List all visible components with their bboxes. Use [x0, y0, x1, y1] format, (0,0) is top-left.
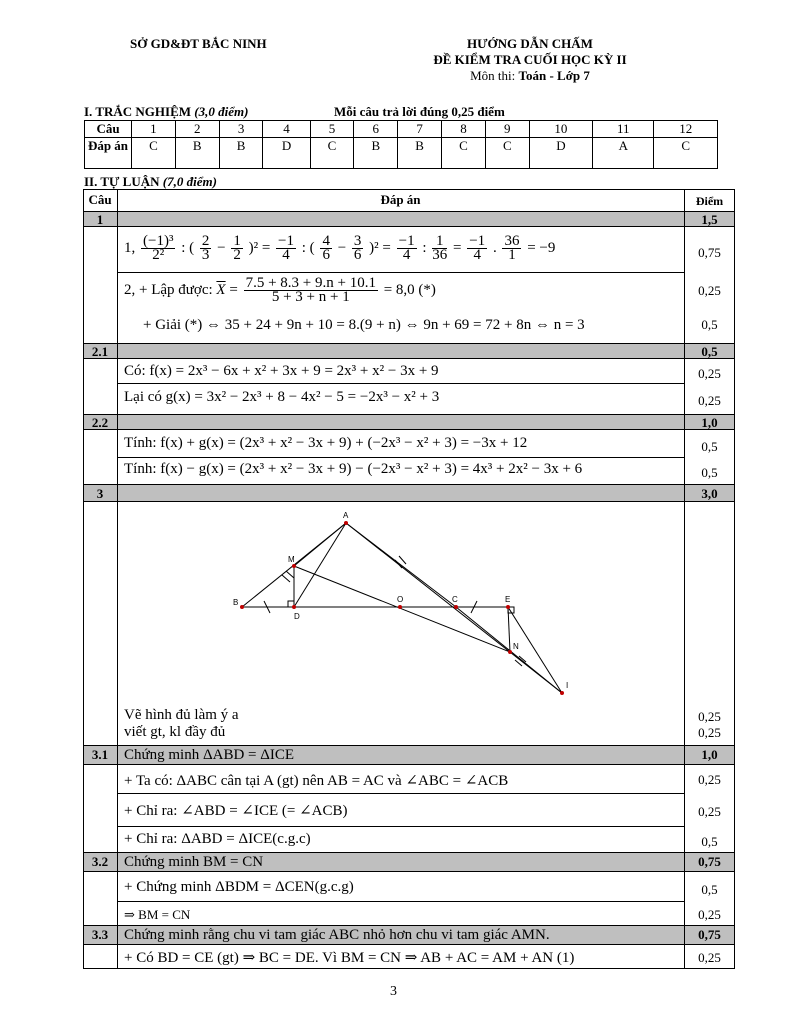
q3-figure-points: 0,25 0,25	[698, 709, 721, 740]
q31-title: Chứng minh ΔABD = ΔICE	[124, 747, 295, 763]
q31a-points: 0,25	[698, 772, 721, 787]
section1-title: I. TRẮC NGHIỆM (3,0 điểm) Mỗi câu trả lời đúng 0,25 điểm	[84, 104, 505, 119]
q32-points: 0,75	[698, 854, 721, 869]
q33-label: 3.3	[91, 927, 109, 942]
q1c-expression: + Giải (*) ⇔ 35 + 24 + 9n + 10 = 8.(9 + n) ⇔ 9n + 69 = 72 + 8n ⇔ n = 3	[143, 317, 585, 333]
department-name: SỞ GD&ĐT BẮC NINH	[130, 36, 267, 51]
point-b	[240, 605, 244, 609]
point-d	[292, 605, 296, 609]
q32a-points: 0,5	[701, 882, 718, 897]
q33a-points: 0,25	[698, 950, 721, 965]
col-header-points: Điểm	[695, 194, 724, 208]
q21a-text: Có: f(x) = 2x³ − 6x + x² + 3x + 9 = 2x³ + x² − 3x + 9	[124, 363, 439, 379]
q32-title: Chứng minh BM = CN	[124, 854, 264, 870]
multiple-choice-answer-table	[84, 120, 718, 169]
q3-points: 3,0	[701, 486, 718, 501]
q33-title: Chứng minh rằng chu vi tam giác ABC nhỏ hơn chu vi tam giác AMN.	[124, 927, 550, 943]
tick-ao-2	[399, 556, 406, 564]
section1-note: Mỗi câu trả lời đúng 0,25 điểm	[334, 104, 505, 119]
q21a-points: 0,25	[698, 366, 721, 381]
point-i	[560, 691, 564, 695]
point-n	[508, 650, 512, 654]
q31a-text: + Ta có: ΔABC cân tại A (gt) nên AB = AC và ∠ABC = ∠ACB	[124, 773, 509, 789]
label-a: A	[343, 511, 349, 520]
doc-subtitle: ĐỀ KIỂM TRA CUỐI HỌC KỲ II	[433, 52, 627, 67]
band-q3	[83, 484, 735, 501]
point-m	[292, 564, 296, 568]
doc-title: HƯỚNG DẪN CHẤM	[467, 36, 593, 51]
q31-label: 3.1	[91, 747, 109, 762]
section2-title: II. TỰ LUẬN (7,0 điểm)	[84, 174, 217, 189]
q21b-text: Lại có g(x) = 3x² − 2x³ + 8 − 4x² − 5 = −2x³ − x² + 3	[124, 389, 440, 405]
q1a-points: 0,75	[698, 245, 721, 260]
label-n: N	[513, 642, 519, 651]
q31c-text: + Chỉ ra: ΔABD = ΔICE(c.g.c)	[124, 831, 311, 847]
tick-ao-1	[395, 560, 402, 568]
segment-mn	[294, 566, 510, 652]
q1b-expression: 2, + Lập được: $\overline{X}$ = $\frac{7.5 + 8.3 + 9.n + 10.1}{5 + 3 + n + 1}$ = 8,0 (*)	[124, 275, 436, 305]
q22a-text: Tính: f(x) + g(x) = (2x³ + x² − 3x + 9) + (−2x³ − x² + 3) = −3x + 12	[124, 435, 528, 451]
segment-am	[294, 523, 346, 566]
band-q1	[83, 211, 735, 226]
q31-points: 1,0	[701, 747, 718, 762]
mc-answer-row: Đáp án C B B D C B B C C D A C	[85, 138, 718, 169]
q22-points: 1,0	[701, 415, 718, 430]
q1-label: 1	[96, 212, 104, 227]
label-o: O	[397, 595, 404, 604]
q31c-points: 0,5	[701, 834, 718, 849]
label-i: I	[566, 681, 569, 690]
band-q21	[83, 343, 735, 358]
label-e: E	[505, 595, 511, 604]
q22-label: 2.2	[91, 415, 109, 430]
segment-en	[508, 607, 510, 652]
q33a-text: + Có BD = CE (gt) ⇒ BC = DE. Vì BM = CN ⇒ AB + AC = AM + AN (1)	[124, 950, 575, 966]
q1c-points: 0,5	[701, 317, 718, 332]
geometry-figure	[230, 508, 590, 698]
q3-label: 3	[96, 486, 104, 501]
col-header-question: Câu	[88, 192, 112, 207]
col-header-answer: Đáp án	[380, 192, 421, 207]
segment-ad	[294, 523, 346, 607]
q1-points: 1,5	[701, 212, 718, 227]
point-o	[398, 605, 402, 609]
q22b-text: Tính: f(x) − g(x) = (2x³ + x² − 3x + 9) − (−2x³ − x² + 3) = 4x³ + 2x² − 3x + 6	[124, 461, 583, 477]
q3-figure-note: Vẽ hình đủ làm ý a viết gt, kl đầy đủ	[124, 707, 239, 740]
doc-title-block	[410, 36, 650, 84]
q32b-points: 0,25	[698, 907, 721, 922]
page-number: 3	[390, 984, 397, 999]
q22b-points: 0,5	[701, 465, 718, 480]
segment-ai	[346, 523, 562, 693]
tick-bm-2	[286, 571, 294, 578]
q21-points: 0,5	[701, 344, 718, 359]
q32-label: 3.2	[91, 854, 109, 869]
point-a	[344, 521, 348, 525]
tick-bm-1	[282, 575, 290, 582]
q32a-text: + Chứng minh ΔBDM = ΔCEN(g.c.g)	[124, 879, 354, 895]
point-e	[506, 605, 510, 609]
point-c	[454, 605, 458, 609]
q33-points: 0,75	[698, 927, 721, 942]
q21b-points: 0,25	[698, 393, 721, 408]
label-m: M	[288, 555, 295, 564]
label-d: D	[294, 612, 300, 621]
mc-question-row: Câu 1 2 3 4 5 6 7 8 9 10 11 12	[85, 121, 718, 138]
q1b-points: 0,25	[698, 283, 721, 298]
band-q22	[83, 414, 735, 429]
q1a-expression: 1, $\frac{\text{(−1)³}}{\text{2²}}$ : ( $\frac{2}{3}$ − $\frac{1}{2}$ )² = $\frac{-1}{4}$ : ( $\frac{4}{6}$ − $\frac{3}{6}$ )² = $\frac{-1}{4}$ : $\frac{1}{36}$ = $\frac{-1}{4}$ . $\frac{36}{1}$ = −9	[124, 233, 556, 263]
q22a-points: 0,5	[701, 439, 718, 454]
q21-label: 2.1	[91, 344, 109, 359]
doc-subject: Môn thi: Toán - Lớp 7	[470, 68, 590, 83]
label-b: B	[233, 598, 239, 607]
label-c: C	[452, 595, 458, 604]
q31b-text: + Chỉ ra: ∠ABD = ∠ICE (= ∠ACB)	[124, 803, 348, 819]
q32b-text: ⇒ BM = CN	[124, 907, 191, 922]
fraction: $\frac{\text{(−1)³}}{\text{2²}}$	[143, 233, 174, 263]
q31b-points: 0,25	[698, 804, 721, 819]
